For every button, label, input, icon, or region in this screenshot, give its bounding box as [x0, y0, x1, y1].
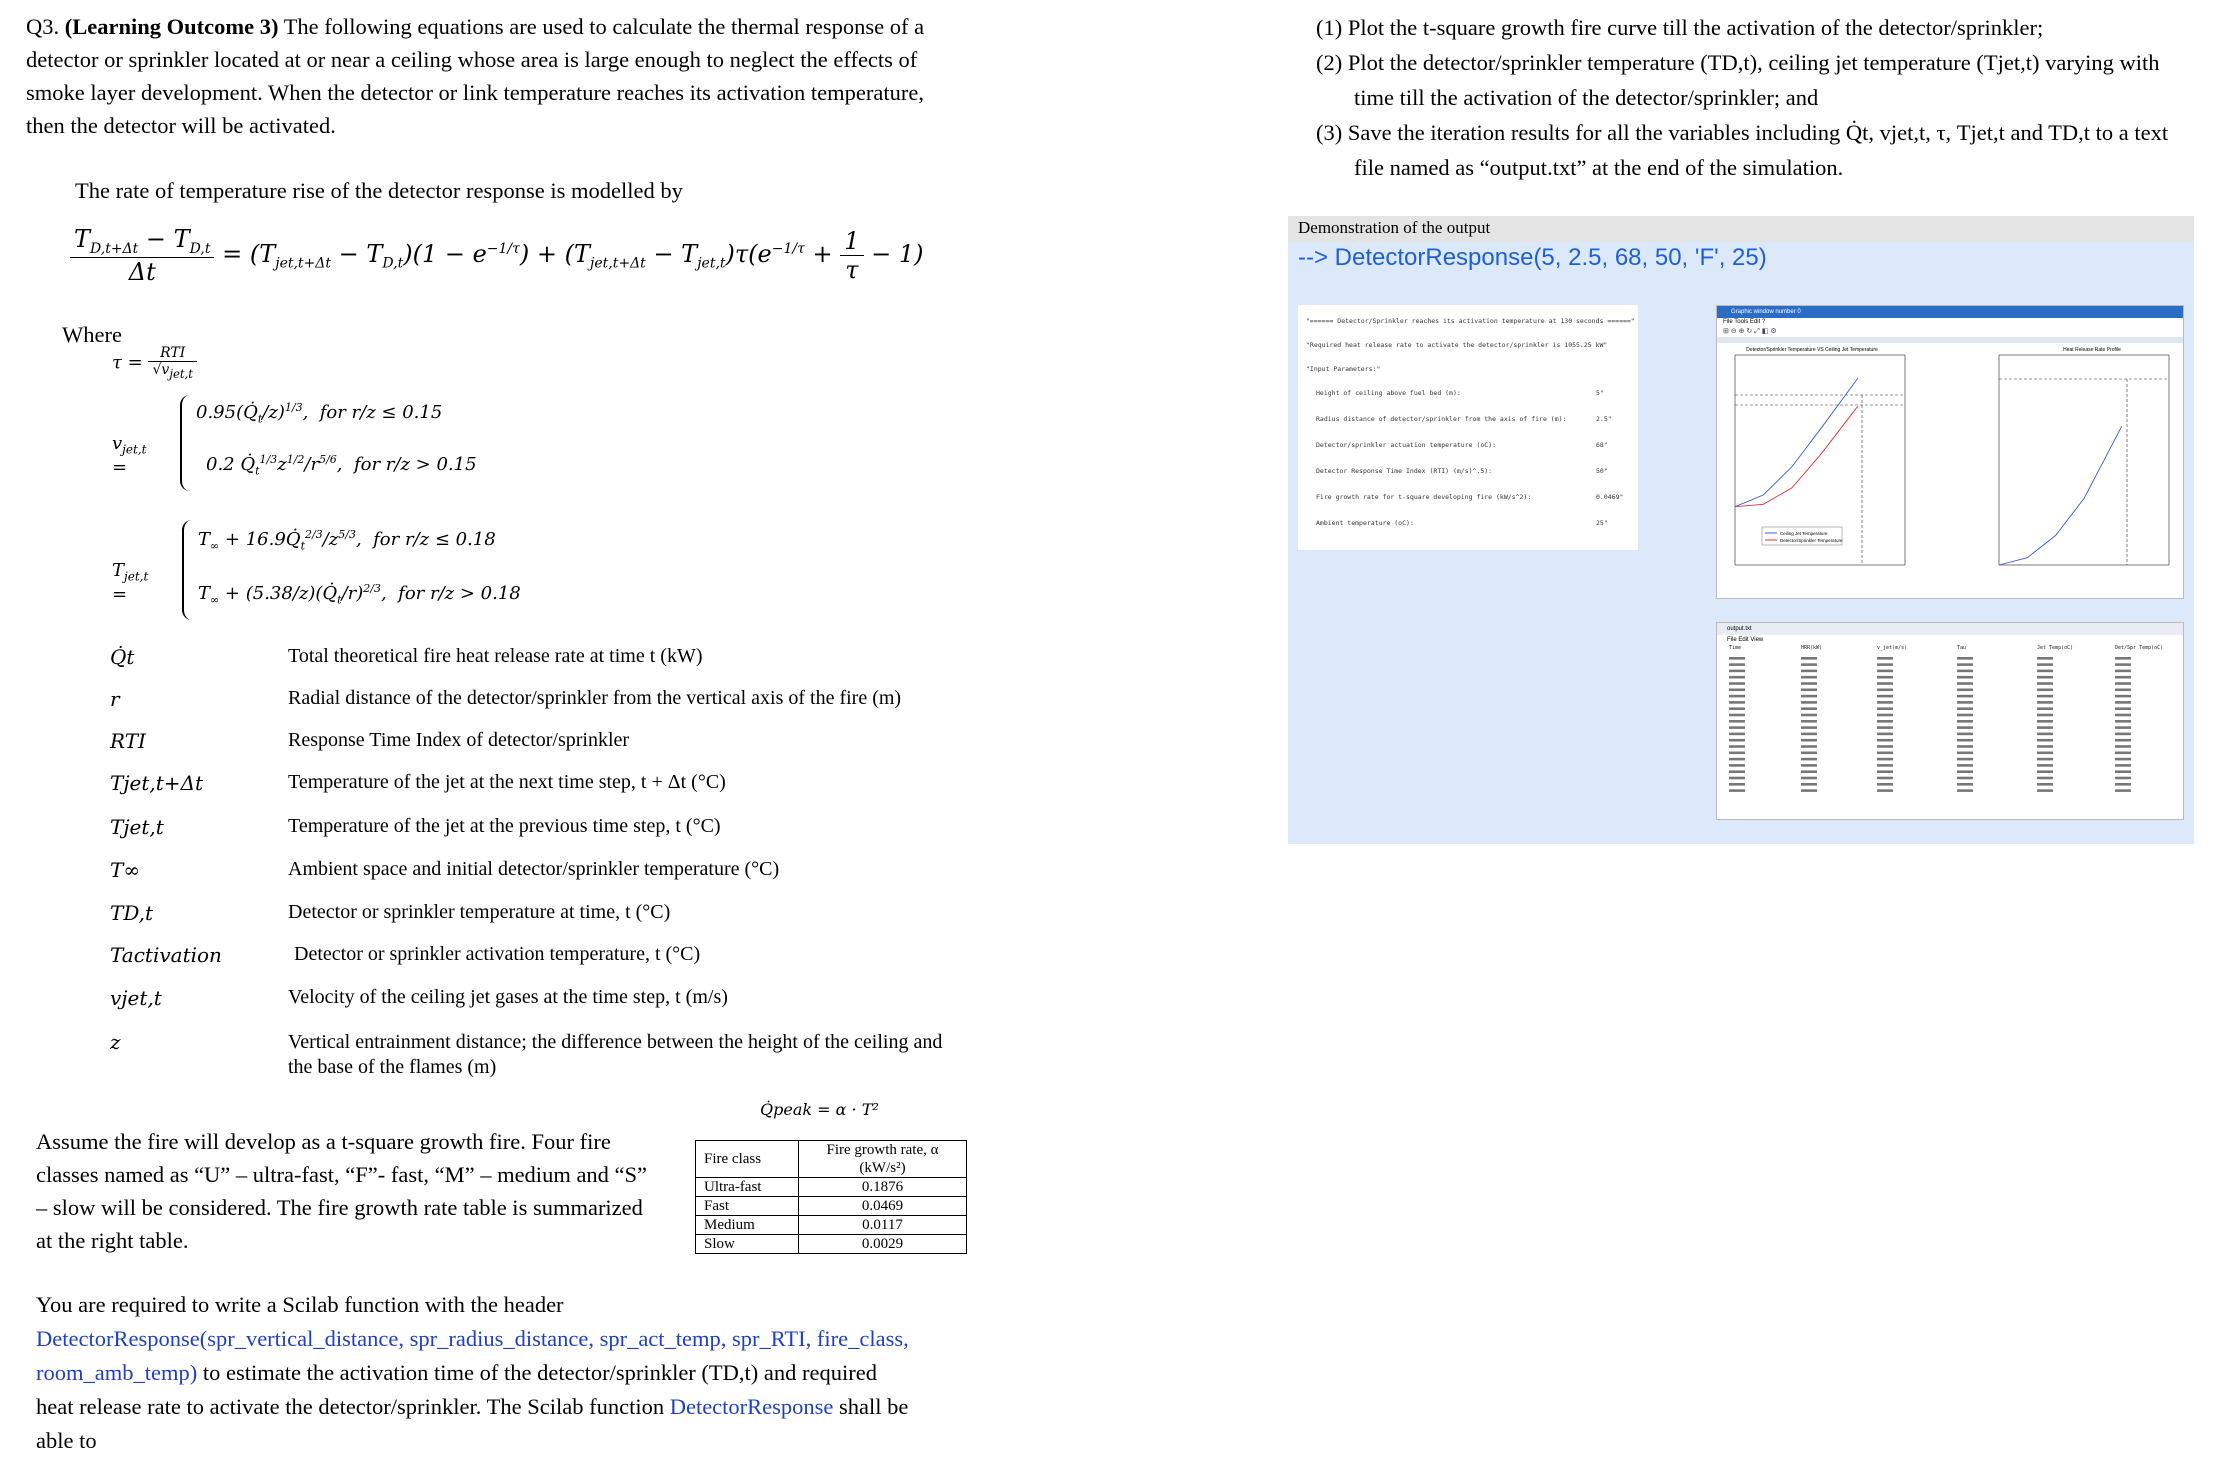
output-cell: [2037, 714, 2053, 717]
table-header: Fire growth rate, α (kW/s²): [799, 1141, 967, 1178]
output-cell: [1801, 745, 1817, 748]
output-cell: [1729, 739, 1745, 742]
output-cell: [1729, 701, 1745, 704]
output-cell: [1801, 695, 1817, 698]
output-cell: [1957, 676, 1973, 679]
param-value: 25": [1596, 519, 1608, 527]
symbol: RTI: [110, 729, 146, 753]
legend-label: Detector/Sprinkler Temperature: [1780, 538, 1843, 543]
output-cell: [2037, 789, 2053, 792]
output-cell: [1801, 689, 1817, 692]
output-cell: [1877, 707, 1893, 710]
output-cell: [1801, 707, 1817, 710]
main-equation: $\frac{T_{D,t+\Delta t} - T_{D,t}}{\Delta t}$ = $(T_{jet,t+\Delta t} - T_{D,t})(1 - e^{-1/\tau}) + (T_{jet,t+\Delta t} - T_{jet,t})\tau(e^{-1/\tau}$ + $\frac{1}{\tau}$ − 1): [70, 225, 924, 286]
param-label: Radius distance of detector/sprinkler from the axis of fire (m):: [1316, 415, 1567, 423]
table-row: [696, 1197, 967, 1216]
tau-definition: τ = $\frac{\text{RTI}}{√v_{jet,t}}$: [112, 345, 197, 381]
output-cell: [2115, 789, 2131, 792]
output-cell: [1729, 783, 1745, 786]
task-intro: You are required to write a Scilab function with the header: [36, 1292, 564, 1317]
series-line: [1735, 406, 1858, 506]
symbol: Q̇t: [110, 645, 135, 669]
output-cell: [1957, 783, 1973, 786]
output-cell: [1729, 670, 1745, 673]
output-cell: [1729, 682, 1745, 685]
output-cell: [2037, 682, 2053, 685]
output-cell: [1801, 714, 1817, 717]
output-cell: [1957, 701, 1973, 704]
symbol: vjet,t: [110, 986, 162, 1010]
where-label: Where: [62, 322, 122, 347]
output-cell: [2037, 720, 2053, 723]
output-cell: [2115, 783, 2131, 786]
symbol-description: Vertical entrainment distance; the difference between the height of the ceiling and the base of the flames (m): [288, 1031, 943, 1078]
symbol: T∞: [110, 858, 140, 882]
output-cell: [1877, 758, 1893, 761]
output-cell: [2115, 670, 2131, 673]
output-cell: [2115, 770, 2131, 773]
symbol: z: [110, 1030, 121, 1054]
param-label: Height of ceiling above fuel bed (m):: [1316, 389, 1461, 397]
graphic-window: [1716, 305, 2184, 599]
output-cell: [1801, 682, 1817, 685]
output-cell: [1877, 720, 1893, 723]
param-value: 0.0469": [1596, 493, 1624, 501]
table-row: [696, 1235, 967, 1254]
table-cell: Fast: [696, 1197, 799, 1216]
symbol-description: Velocity of the ceiling jet gases at the time step, t (m/s): [288, 986, 728, 1008]
output-cell: [2037, 783, 2053, 786]
output-cell: [1801, 783, 1817, 786]
demo-title: Demonstration of the output: [1298, 218, 1491, 237]
task-text: [36, 1288, 916, 1458]
output-cell: [1801, 758, 1817, 761]
question-label: Q3.: [26, 14, 60, 39]
function-header: DetectorResponse(spr_vertical_distance, spr_radius_distance, spr_act_temp, spr_RTI, fire_class, room_amb_temp): [36, 1326, 909, 1385]
output-header: Det/Spr Temp(oC): [2115, 645, 2164, 651]
output-cell: [1877, 777, 1893, 780]
symbol-description: Response Time Index of detector/sprinkler: [288, 729, 630, 751]
output-menu: File Edit View: [1727, 637, 1764, 643]
output-cell: [2115, 752, 2131, 755]
series-line: [1999, 426, 2122, 565]
output-tabbar: [1717, 623, 2183, 635]
output-cell: [1729, 695, 1745, 698]
symbol: Tjet,t: [110, 815, 164, 839]
left-plot-title: Detector/Sprinkler Temperature VS Ceiling Jet Temperature: [1746, 347, 1878, 353]
table-cell: Slow: [696, 1235, 799, 1254]
growth-text: Assume the fire will develop as a t-square growth fire. Four fire classes named as “U” – ultra-fast, “F”- fast, “M” – medium and “S” – slow will be considered. The fire growth rate table is summarized at the right table.: [36, 1129, 648, 1253]
graphic-window-titlebar: [1717, 306, 2183, 318]
output-cell: [1877, 695, 1893, 698]
output-cell: [1801, 789, 1817, 792]
symbol: r: [110, 687, 120, 711]
output-cell: [2115, 758, 2131, 761]
output-cell: [2115, 726, 2131, 729]
legend-label: Ceiling Jet Temperature: [1780, 531, 1828, 536]
table-cell: 0.0469: [799, 1197, 967, 1216]
output-header: HRR(kW): [1801, 645, 1823, 651]
output-cell: [1877, 689, 1893, 692]
console-line: "====== Detector/Sprinkler reaches its activation temperature at 130 seconds ======": [1306, 317, 1635, 325]
output-cell: [2037, 752, 2053, 755]
output-header: Jet Temp(oC): [2037, 645, 2074, 651]
output-cell: [1957, 657, 1973, 660]
output-cell: [2115, 733, 2131, 736]
output-cell: [1877, 701, 1893, 704]
output-cell: [1729, 726, 1745, 729]
output-window: [1716, 622, 2184, 820]
output-cell: [1957, 689, 1973, 692]
output-cell: [2115, 663, 2131, 666]
output-cell: [1877, 733, 1893, 736]
console-output: [1298, 305, 1638, 550]
output-tab[interactable]: output.txt: [1727, 626, 1752, 632]
output-cell: [1729, 758, 1745, 761]
output-cell: [1877, 726, 1893, 729]
output-cell: [1957, 663, 1973, 666]
output-cell: [2115, 739, 2131, 742]
param-label: Ambient temperature (oC):: [1316, 519, 1414, 527]
output-cell: [1729, 733, 1745, 736]
output-cell: [1957, 733, 1973, 736]
output-cell: [1957, 720, 1973, 723]
output-cell: [2037, 758, 2053, 761]
output-cell: [1729, 720, 1745, 723]
output-cell: [1957, 739, 1973, 742]
output-cell: [1877, 745, 1893, 748]
series-line: [1735, 378, 1858, 506]
question-intro: [26, 10, 931, 142]
output-cell: [1877, 670, 1893, 673]
output-cell: [2115, 695, 2131, 698]
output-cell: [1877, 752, 1893, 755]
output-cell: [2037, 657, 2053, 660]
output-cell: [1801, 777, 1817, 780]
output-cell: [2037, 689, 2053, 692]
output-cell: [2115, 707, 2131, 710]
output-cell: [1877, 770, 1893, 773]
output-cell: [2115, 657, 2131, 660]
output-cell: [2115, 720, 2131, 723]
output-cell: [2037, 777, 2053, 780]
symbol: Tjet,t+Δt: [110, 771, 204, 795]
output-cell: [2037, 726, 2053, 729]
output-cell: [1729, 789, 1745, 792]
output-cell: [1729, 777, 1745, 780]
output-cell: [1729, 663, 1745, 666]
output-header: Tau: [1957, 645, 1967, 651]
output-cell: [1957, 682, 1973, 685]
symbol-description: Detector or sprinkler temperature at time, t (°C): [288, 901, 671, 923]
graphic-window-toolbar: ⊞ ⊖ ⊕ ↻ ⤢ ◧ ⚙: [1723, 328, 1777, 335]
rate-sentence: The rate of temperature rise of the detector response is modelled by: [75, 178, 683, 203]
console-line: "Required heat release rate to activate the detector/sprinkler is 1055.25 kW": [1306, 341, 1608, 349]
output-cell: [2115, 689, 2131, 692]
symbol: Tactivation: [110, 943, 222, 967]
requirement-item: (1) Plot the t-square growth fire curve till the activation of the detector/sprinkler;: [1316, 15, 2044, 40]
output-cell: [1877, 714, 1893, 717]
graphic-plots: [1717, 337, 2183, 595]
output-cell: [2037, 701, 2053, 704]
output-cell: [1801, 701, 1817, 704]
output-cell: [2037, 707, 2053, 710]
output-cell: [1801, 657, 1817, 660]
output-header: Time: [1729, 645, 1742, 651]
output-cell: [1801, 739, 1817, 742]
output-cell: [1801, 733, 1817, 736]
symbol-description: Temperature of the jet at the next time step, t + Δt (°C): [288, 771, 726, 793]
param-value: 5": [1596, 389, 1604, 397]
output-rows: [1717, 655, 2183, 805]
requirement-item: (3) Save the iteration results for all the variables including Q̇t, vjet,t, τ, Tjet,t and TD,t to a text file named as “output.txt” at the end of the simulation.: [1316, 120, 2169, 180]
output-cell: [1957, 789, 1973, 792]
fire-growth-table: [695, 1140, 967, 1254]
learning-outcome: (Learning Outcome 3): [64, 14, 279, 39]
output-cell: [1957, 707, 1973, 710]
param-label: Fire growth rate for t-square developing fire (kW/s^2):: [1316, 493, 1532, 501]
output-cell: [2037, 695, 2053, 698]
output-cell: [1877, 682, 1893, 685]
output-cell: [1729, 689, 1745, 692]
output-cell: [1957, 670, 1973, 673]
table-cell: Ultra-fast: [696, 1178, 799, 1197]
demo-command: --> DetectorResponse(5, 2.5, 68, 50, 'F', 25): [1298, 244, 1767, 271]
graphic-window-title: Graphic window number 0: [1731, 309, 1801, 315]
param-label: Detector/sprinkler actuation temperature (oC):: [1316, 441, 1497, 449]
output-cell: [1957, 777, 1973, 780]
output-cell: [2037, 676, 2053, 679]
peak-formula: Q̇peak = α · T²: [760, 1100, 879, 1119]
output-cell: [1957, 695, 1973, 698]
console-line: "Input Parameters:": [1306, 365, 1381, 373]
output-cell: [1957, 752, 1973, 755]
param-value: 68": [1596, 441, 1608, 449]
output-cell: [2037, 733, 2053, 736]
output-cell: [1957, 714, 1973, 717]
symbol-description: Radial distance of the detector/sprinkler from the vertical axis of the fire (m): [288, 687, 902, 709]
output-cell: [2115, 682, 2131, 685]
right-plot-title: Heat Release Rate Profile: [2063, 347, 2121, 353]
output-cell: [1729, 752, 1745, 755]
output-header: v_jet(m/s): [1877, 645, 1908, 651]
output-cell: [1957, 758, 1973, 761]
table-cell: 0.1876: [799, 1178, 967, 1197]
table-row: [696, 1216, 967, 1235]
output-cell: [1729, 745, 1745, 748]
function-name: DetectorResponse: [669, 1394, 834, 1419]
task-end: shall be able to: [36, 1394, 909, 1453]
output-cell: [1877, 663, 1893, 666]
output-cell: [1801, 670, 1817, 673]
output-cell: [1801, 720, 1817, 723]
param-value: 50": [1596, 467, 1608, 475]
table-row: [696, 1178, 967, 1197]
intro-text: The following equations are used to calculate the thermal response of a detector or sprinkler located at or near a ceiling whose area is large enough to neglect the effects of smoke layer development. When the detector or link temperature reaches its activation temperature, then the detector will be activated.: [26, 14, 925, 138]
symbol-description: Total theoretical fire heat release rate at time t (kW): [288, 645, 703, 667]
symbol-description: Ambient space and initial detector/sprinkler temperature (°C): [288, 858, 780, 880]
output-cell: [1729, 707, 1745, 710]
output-cell: [2115, 676, 2131, 679]
output-cell: [1729, 657, 1745, 660]
output-cell: [2115, 701, 2131, 704]
output-cell: [1801, 770, 1817, 773]
graphic-window-menu: File Tools Edit ?: [1723, 319, 1766, 325]
output-cell: [1801, 726, 1817, 729]
output-cell: [2115, 714, 2131, 717]
output-cell: [1801, 764, 1817, 767]
output-cell: [1877, 676, 1893, 679]
param-label: Detector Response Time Index (RTI) (m/s)^.5):: [1316, 467, 1493, 475]
output-cell: [1877, 783, 1893, 786]
output-cell: [2115, 764, 2131, 767]
output-cell: [2037, 663, 2053, 666]
output-cell: [1877, 764, 1893, 767]
output-cell: [1957, 745, 1973, 748]
symbol-description: Detector or sprinkler activation temperature, t (°C): [294, 943, 701, 965]
output-cell: [2037, 670, 2053, 673]
output-cell: [1729, 770, 1745, 773]
output-cell: [1729, 764, 1745, 767]
table-header: Fire class: [696, 1141, 799, 1178]
output-cell: [2115, 777, 2131, 780]
output-cell: [1729, 676, 1745, 679]
symbol: TD,t: [110, 901, 154, 925]
task-body: to estimate the activation time of the detector/sprinkler (TD,t) and required heat release rate to activate the detector/sprinkler. The Scilab function: [36, 1360, 877, 1419]
output-cell: [1877, 739, 1893, 742]
output-cell: [2037, 739, 2053, 742]
table-cell: 0.0117: [799, 1216, 967, 1235]
output-cell: [1957, 770, 1973, 773]
output-cell: [1801, 752, 1817, 755]
output-cell: [2037, 745, 2053, 748]
output-cell: [1957, 764, 1973, 767]
output-cell: [2037, 770, 2053, 773]
output-headers: [1717, 645, 2183, 655]
output-cell: [1877, 657, 1893, 660]
table-cell: Medium: [696, 1216, 799, 1235]
output-cell: [1729, 714, 1745, 717]
param-value: 2.5": [1596, 415, 1612, 423]
table-cell: 0.0029: [799, 1235, 967, 1254]
output-cell: [2037, 764, 2053, 767]
output-cell: [1801, 663, 1817, 666]
requirements: [1316, 10, 2176, 185]
output-cell: [1801, 676, 1817, 679]
right-plot-frame: [1999, 355, 2169, 565]
requirement-item: (2) Plot the detector/sprinkler temperature (TD,t), ceiling jet temperature (Tjet,t) varying with time till the activation of the detector/sprinkler; and: [1316, 50, 2160, 110]
output-cell: [2115, 745, 2131, 748]
output-cell: [1877, 789, 1893, 792]
symbol-description: Temperature of the jet at the previous time step, t (°C): [288, 815, 721, 837]
output-cell: [1957, 726, 1973, 729]
